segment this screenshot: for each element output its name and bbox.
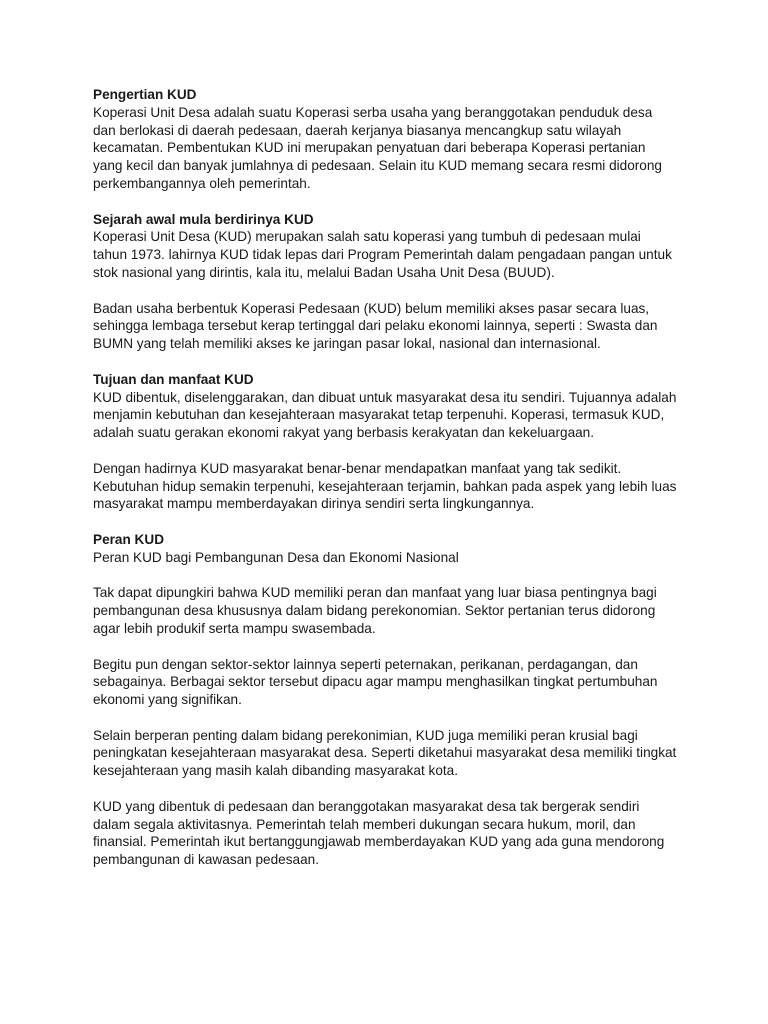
paragraph: Tak dapat dipungkiri bahwa KUD memiliki peran dan manfaat yang luar biasa pentingnya bagi pembangunan desa khususnya dalam bidang perekonomian. Sektor pertanian terus didorong agar lebih produkif serta mampu swasembada. [93, 585, 657, 636]
paragraph: Selain berperan penting dalam bidang perekonimian, KUD juga memiliki peran krusial bagi peningkatan kesejahteraan masyarakat desa. Seperti diketahui masyarakat desa memiliki tingkat kesejahteraan yang masih kalah dibanding masyarakat kota. [93, 727, 677, 779]
paragraph-subtitle: Peran KUD bagi Pembangunan Desa dan Ekonomi Nasional [93, 549, 459, 565]
section-heading: Peran KUD [93, 531, 165, 547]
section-heading: Tujuan dan manfaat KUD [93, 371, 254, 387]
paragraph: KUD yang dibentuk di pedesaan dan beranggotakan masyarakat desa tak bergerak sendiri dalam segala aktivitasnya. Pemerintah telah memberi dukungan secara hukum, moril, dan finansial. Pemerintah ikut bertanggungjawab memberdayakan KUD yang ada guna mendorong pembangunan di kawasan pedesaan. [93, 798, 665, 868]
paragraph: Koperasi Unit Desa (KUD) merupakan salah satu koperasi yang tumbuh di pedesaan mulai tahun 1973. lahirnya KUD tidak lepas dari Program Pemerintah dalam pengadaan pangan untuk stok nasional yang dirintis, kala itu, melalui Badan Usaha Unit Desa (BUUD). [93, 229, 672, 280]
document-page [93, 86, 678, 887]
section-sejarah [93, 211, 678, 353]
paragraph: Badan usaha berbentuk Koperasi Pedesaan (KUD) belum memiliki akses pasar secara luas, sehingga lembaga tersebut kerap tertinggal dari pelaku ekonomi lainnya, seperti : Swasta dan BUMN yang telah memiliki akses ke jaringan pasar lokal, nasional dan internasional. [93, 300, 658, 352]
section-peran [93, 531, 678, 869]
section-heading: Pengertian KUD [93, 87, 197, 102]
section-heading: Sejarah awal mula berdirinya KUD [93, 211, 314, 227]
section-pengertian [93, 86, 678, 193]
section-tujuan [93, 371, 678, 513]
paragraph: Begitu pun dengan sektor-sektor lainnya seperti peternakan, perikanan, perdagangan, dan sebagainya. Berbagai sektor tersebut dipacu agar mampu menghasilkan tingkat pertumbuhan ekonomi yang signifikan. [93, 656, 658, 708]
paragraph: KUD dibentuk, diselenggarakan, dan dibuat untuk masyarakat desa itu sendiri. Tujuannya adalah menjamin kebutuhan dan kesejahteraan masyarakat tetap terpenuhi. Koperasi, termasuk KUD, adalah suatu gerakan ekonomi rakyat yang berbasis kerakyatan dan kekeluargaan. [93, 389, 677, 441]
paragraph: Dengan hadirnya KUD masyarakat benar-benar mendapatkan manfaat yang tak sedikit. Kebutuhan hidup semakin terpenuhi, kesejahteraan terjamin, bahkan pada aspek yang lebih luas masyarakat mampu memberdayakan dirinya sendiri serta lingkungannya. [93, 460, 677, 512]
paragraph: Koperasi Unit Desa adalah suatu Koperasi serba usaha yang beranggotakan penduduk desa dan berlokasi di daerah pedesaan, daerah kerjanya biasanya mencangkup satu wilayah kecamatan. Pembentukan KUD ini merupakan penyatuan dari beberapa Koperasi pertanian yang kecil dan banyak jumlahnya di pedesaan. Selain itu KUD memang secara resmi didorong perkembangannya oleh pemerintah. [93, 104, 662, 191]
